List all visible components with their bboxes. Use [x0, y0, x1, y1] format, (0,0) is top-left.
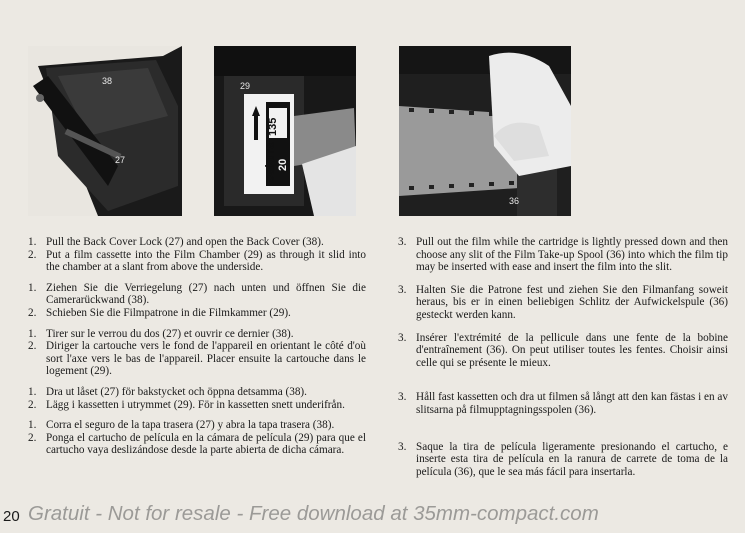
- step-text: Ponga el cartucho de película en la cámara de película (29) para que el cartucho vaya deslizándose desde la parte abierta de dicha cámara.: [46, 431, 366, 457]
- block-spanish-step-3: [398, 441, 728, 479]
- footer-watermark: Gratuit - Not for resale - Free download at 35mm-compact.com: [28, 502, 599, 525]
- block-english-step-3: [398, 236, 728, 274]
- step-number: 2.: [28, 248, 37, 261]
- step-text: Pull out the film while the cartridge is lightly pressed down and then choose any slit of the Film Take-up Spool (36) into which the film tip may be inserted with ease and insert the film into the slit.: [416, 236, 728, 274]
- step-text: Schieben Sie die Filmpatrone in die Filmkammer (29).: [46, 306, 291, 319]
- step-text: Lägg i kassetten i utrymmet (29). För in kassetten snett underifrån.: [46, 398, 345, 411]
- step-number: 1.: [28, 385, 37, 398]
- step-text: Insérer l'extrémité de la pellicule dans une fente de la bobine d'entraînement (36). On peut utiliser toutes les fentes. Choisir ainsi celle qui se présente le mieux.: [416, 331, 728, 369]
- step-number: 2.: [28, 306, 37, 319]
- step-number: 3.: [398, 391, 407, 404]
- step-number: 1.: [28, 281, 37, 294]
- list-item: [28, 419, 366, 432]
- step-number: 1.: [28, 327, 37, 340]
- step-number: 3.: [398, 236, 407, 248]
- step-number: 1.: [28, 419, 37, 432]
- film-type-label: 135: [267, 117, 279, 136]
- step-number: 2.: [28, 340, 37, 353]
- block-french-steps-1-2: [28, 328, 366, 378]
- list-item: [28, 236, 366, 249]
- film-brand-label: sakura: [263, 142, 277, 181]
- step-text: Halten Sie die Patrone fest und ziehen Sie den Filmanfang soweit heraus, bis er in einen beliebigen Schlitz der Aufwickelspule (36) gesteckt werden kann.: [416, 283, 728, 321]
- block-german-step-3: [398, 284, 728, 322]
- block-german-steps-1-2: [28, 282, 366, 320]
- step-number: 3.: [398, 440, 407, 453]
- callout-27: 27: [115, 155, 126, 165]
- step-text: Tirer sur le verrou du dos (27) et ouvrir ce dernier (38).: [46, 327, 294, 340]
- instructions-left-column: [28, 236, 366, 465]
- block-swedish-steps-1-2: [28, 386, 366, 411]
- step-text: Saque la tira de película ligeramente presionando el cartucho, e inserte esta tira de película en la ranura de carrete de toma de la película (36), que le sea más fácil para insertarla.: [416, 440, 728, 478]
- block-french-step-3: [398, 332, 728, 370]
- step-text: Ziehen Sie die Verriegelung (27) nach unten und öffnen Sie die Camerarückwand (38).: [46, 281, 366, 307]
- step-number: 3.: [398, 283, 407, 296]
- callout-36: 36: [509, 196, 520, 206]
- list-item: [28, 432, 366, 457]
- instructions-right-column: [398, 236, 728, 486]
- step-text: Put a film cassette into the Film Chamber (29) as through it slid into the chamber at a slant from above the underside.: [46, 248, 366, 274]
- photo-back-cover: [28, 46, 182, 216]
- photo-take-up-spool-image: [399, 46, 571, 216]
- step-text: Håll fast kassetten och dra ut filmen så långt att den kan fästas i en av slitsarna på filmupptagningsspolen (36).: [416, 391, 728, 416]
- step-text: Pull the Back Cover Lock (27) and open the Back Cover (38).: [46, 236, 324, 248]
- block-spanish-steps-1-2: [28, 419, 366, 457]
- list-item: [28, 249, 366, 274]
- step-number: 2.: [28, 431, 37, 444]
- step-text: Dra ut låset (27) för bakstycket och öppna detsamma (38).: [46, 385, 307, 398]
- step-text: Diriger la cartouche vers le fond de l'appareil en orientant le côté d'où sort l'axe vers le bas de l'appareil. Placer ensuite la cartouche dans le logement (29).: [46, 340, 366, 378]
- list-item: [28, 386, 366, 399]
- photo-film-cassette-image: [214, 46, 356, 216]
- step-number: 1.: [28, 236, 37, 248]
- step-number: 3.: [398, 331, 407, 344]
- list-item: [28, 307, 366, 320]
- block-english-steps-1-2: [28, 236, 366, 274]
- callout-29: 29: [240, 81, 251, 91]
- block-swedish-step-3: [398, 391, 728, 416]
- list-item: [28, 282, 366, 307]
- list-item: [28, 328, 366, 341]
- step-text: Corra el seguro de la tapa trasera (27) y abra la tapa trasera (38).: [46, 419, 335, 432]
- film-exposures-label: 20: [277, 158, 289, 171]
- callout-38: 38: [102, 76, 113, 86]
- list-item: [28, 399, 366, 412]
- page-number: 20: [3, 508, 20, 525]
- list-item: [28, 340, 366, 378]
- step-number: 2.: [28, 398, 37, 411]
- photo-back-cover-image: [28, 46, 182, 216]
- photo-film-cassette: [214, 46, 356, 216]
- photo-take-up-spool: [399, 46, 571, 216]
